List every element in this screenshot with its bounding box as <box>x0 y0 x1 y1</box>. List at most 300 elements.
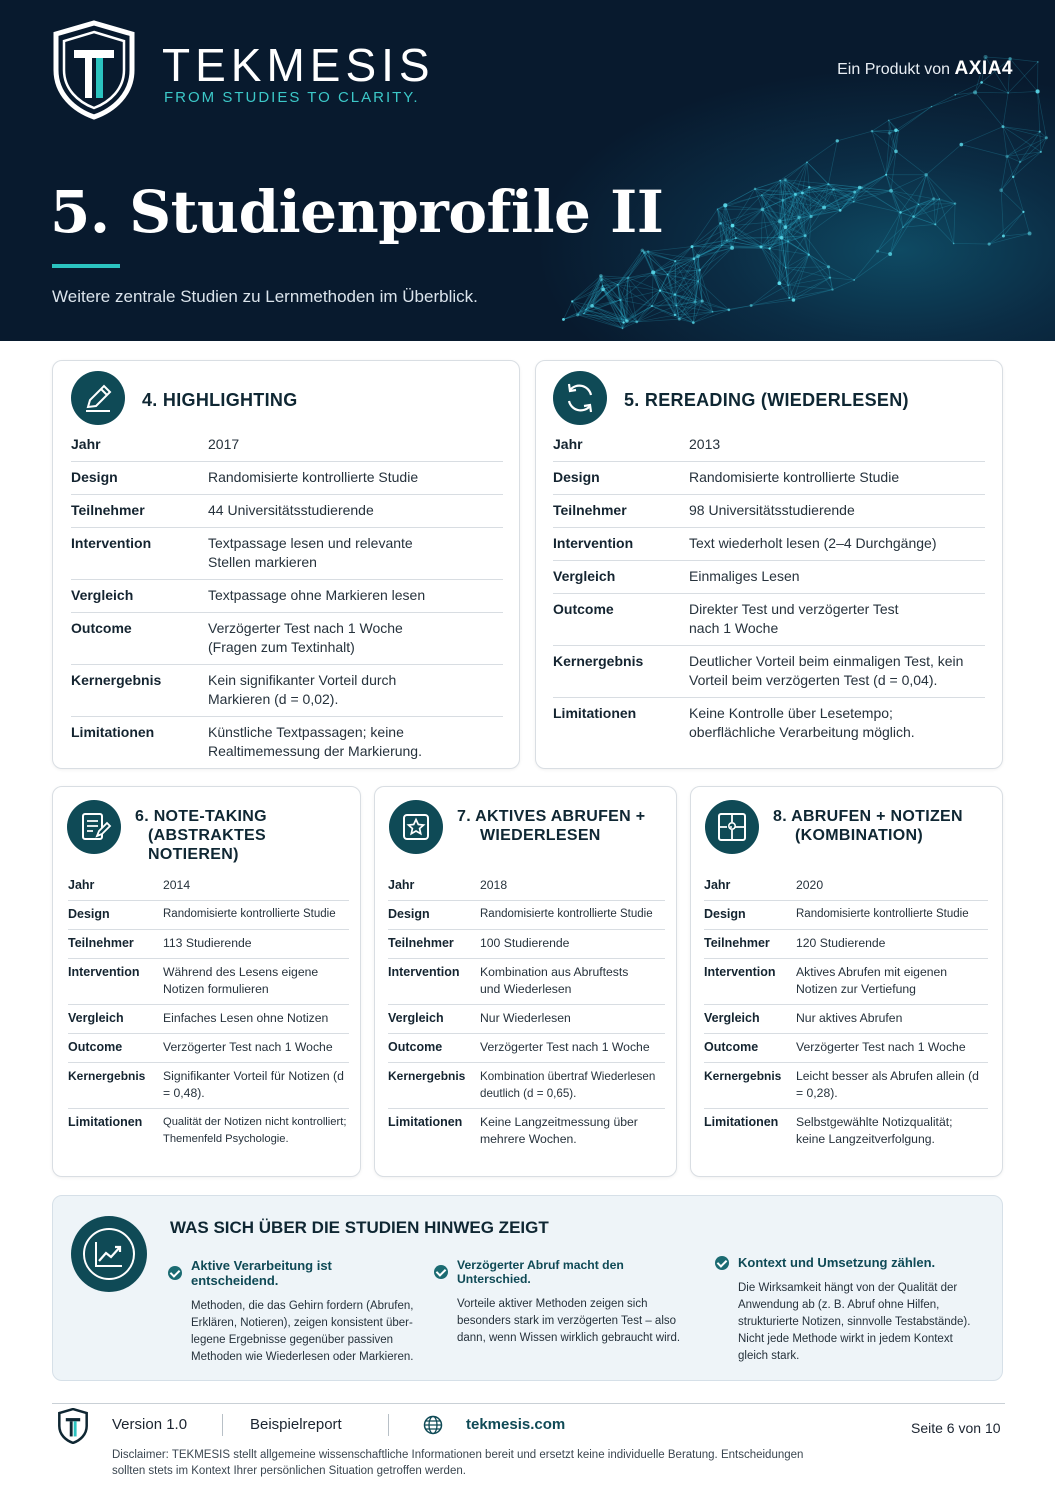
table-row <box>553 698 985 749</box>
card-title <box>135 807 360 865</box>
row-value: Nur Wiederlesen <box>480 1011 571 1025</box>
row-value: Selbstgewählte Notizqualität; keine Langzeitverfolgung. <box>796 1115 953 1146</box>
row-value: Nur aktives Abrufen <box>796 1011 903 1025</box>
table-row <box>704 901 988 930</box>
network-dot <box>712 311 713 312</box>
card-title-line-2: (ABSTRAKTES NOTIEREN) <box>148 827 266 864</box>
network-dot <box>696 254 700 258</box>
network-line <box>891 191 903 227</box>
row-label: Kernergebnis <box>71 672 162 688</box>
row-value: Text wiederholt lesen (2–4 Durchgänge) <box>689 535 937 551</box>
row-value: 120 Studierende <box>796 936 886 950</box>
page-header <box>0 0 1055 341</box>
network-line <box>1003 212 1023 236</box>
network-dot <box>792 298 796 302</box>
row-label: Teilnehmer <box>704 936 770 950</box>
network-line <box>854 202 901 213</box>
table-row <box>71 495 503 528</box>
network-dot <box>590 304 594 308</box>
network-dot <box>779 180 780 181</box>
refresh-icon <box>553 371 607 425</box>
network-dot <box>1005 155 1008 158</box>
network-dot <box>888 131 891 134</box>
network-line <box>975 92 1003 126</box>
study-card-rereading <box>535 360 1003 769</box>
network-dot <box>583 313 585 315</box>
row-label: Outcome <box>71 620 132 636</box>
network-dot <box>723 203 727 207</box>
network-line <box>807 141 837 162</box>
network-dot <box>899 211 902 214</box>
card-title-line-1: 7. AKTIVES ABRUFEN + <box>457 808 646 825</box>
page-subtitle: Weitere zentrale Studien zu Lernmethoden im Überblick. <box>52 287 478 306</box>
network-dot <box>888 119 890 121</box>
network-line <box>1001 162 1020 190</box>
notes-icon <box>67 800 121 854</box>
network-dot <box>1037 61 1039 63</box>
row-value: Kombination übertraf Wiederlesen deutlich (d = 0,65). <box>480 1070 656 1100</box>
table-row <box>68 1034 349 1063</box>
network-dot <box>953 243 955 245</box>
table-row <box>68 872 349 901</box>
network-dot <box>761 208 765 212</box>
network-dot <box>788 297 790 299</box>
row-value: Textpassage ohne Markieren lesen <box>208 587 426 603</box>
network-line <box>837 131 872 141</box>
network-dot <box>717 208 718 209</box>
summary-point-text: Die Wirksamkeit hängt von der Qualität der Anwendung ab (z. B. Abruf ohne Hilfen, strukturierte Notizen, sinnvolle Testabstände). Nicht jede Methode wirkt in jedem Kontext gleich stark. <box>738 1282 971 1362</box>
network-dot <box>697 280 699 282</box>
row-label: Kernergebnis <box>388 1069 466 1083</box>
network-dot <box>787 240 789 242</box>
network-dot <box>932 197 935 200</box>
row-label: Limitationen <box>388 1115 463 1129</box>
footer-website-link[interactable]: tekmesis.com <box>466 1416 566 1433</box>
row-label: Limitationen <box>553 705 637 721</box>
row-label: Design <box>71 469 118 485</box>
row-label: Outcome <box>388 1040 443 1054</box>
network-dot <box>836 139 839 142</box>
network-dot <box>600 277 604 281</box>
network-dot <box>617 284 619 286</box>
producer-name: AXIA4 <box>954 58 1013 79</box>
network-dot <box>678 318 681 321</box>
network-line <box>828 141 837 184</box>
table-row <box>388 1109 665 1154</box>
network-line <box>692 209 717 246</box>
table-row <box>71 717 503 768</box>
row-value: Direkter Test und verzögerter Test nach 1 Woche <box>689 601 899 636</box>
network-dot <box>783 225 787 229</box>
row-label: Kernergebnis <box>68 1069 146 1083</box>
row-value: Verzögerter Test nach 1 Woche <box>796 1040 966 1054</box>
network-line <box>733 226 762 247</box>
network-dot <box>832 188 835 191</box>
network-line <box>975 92 1008 93</box>
tekmesis-shield-logo-small <box>57 1408 89 1444</box>
table-row <box>68 1109 349 1154</box>
table-row <box>553 462 985 495</box>
network-line <box>954 243 990 244</box>
network-dot <box>701 300 704 303</box>
network-dot <box>827 183 829 185</box>
network-dot <box>898 130 899 131</box>
network-line <box>698 281 713 312</box>
card-title-line-2: WIEDERLESEN <box>480 827 601 845</box>
network-line <box>932 95 956 107</box>
network-dot <box>973 90 977 94</box>
network-line <box>1003 93 1008 127</box>
network-line <box>890 227 903 254</box>
table-row <box>704 1109 988 1154</box>
table-row <box>71 665 503 717</box>
summary-point-text: Methoden, die das Gehirn fordern (Abrufen, Erklären, Notieren), zeigen konsistent über-legene Ergebnisse gegenüber passiven Methoden wie Wiederlesen oder Markieren. <box>191 1300 414 1363</box>
row-value: Deutlicher Vorteil beim einmaligen Test, kein Vorteil beim verzögerten Test (d = 0,04). <box>689 653 964 688</box>
network-dot <box>794 193 797 196</box>
row-label: Design <box>68 907 110 921</box>
row-value: Leicht besser als Abrufen allein (d = 0,28). <box>796 1069 979 1100</box>
network-dot <box>839 209 842 212</box>
row-value: Randomisierte kontrollierte Studie <box>796 908 969 920</box>
network-line <box>692 223 720 246</box>
network-line <box>807 162 828 184</box>
network-dot <box>785 267 786 268</box>
network-line <box>698 281 729 310</box>
row-value: 2018 <box>480 878 508 892</box>
row-value: Keine Langzeitmessung über mehrere Wochen. <box>480 1115 638 1146</box>
table-row <box>68 959 349 1005</box>
summary-point-text: Vorteile aktiver Methoden zeigen sich besonders stark im verzögerten Test – also dann, wenn Wissen wirklich gebraucht wird. <box>457 1298 681 1344</box>
producer-credit <box>837 58 1013 80</box>
star-icon <box>389 800 443 854</box>
producer-prefix: Ein Produkt von <box>837 61 951 78</box>
brand-name: TEKMESIS <box>162 39 435 91</box>
network-line <box>725 189 755 205</box>
network-line <box>1003 127 1040 132</box>
table-row <box>553 646 985 698</box>
network-dot <box>1007 92 1009 94</box>
row-value: 98 Universitätsstudierende <box>689 502 855 518</box>
network-line <box>628 250 642 277</box>
page-title: 5. Studienprofile II <box>50 178 664 246</box>
row-label: Limitationen <box>68 1115 143 1129</box>
network-dot <box>691 245 694 248</box>
network-line <box>918 204 955 205</box>
table-row <box>388 1063 665 1109</box>
network-line <box>872 131 886 175</box>
study-card-retrieval-rereading <box>374 786 677 1177</box>
card-title <box>457 807 645 845</box>
network-line <box>872 120 889 131</box>
network-dot <box>1019 161 1021 163</box>
network-dot <box>1012 176 1014 178</box>
network-dot <box>768 247 770 249</box>
network-dot <box>676 305 678 307</box>
network-dot <box>619 299 621 301</box>
network-line <box>1013 162 1020 177</box>
table-row <box>388 1005 665 1034</box>
row-value: Randomisierte kontrollierte Studie <box>480 908 653 920</box>
network-dot <box>651 305 653 307</box>
network-dot <box>912 215 915 218</box>
row-label: Jahr <box>553 436 583 452</box>
row-label: Limitationen <box>71 724 155 740</box>
row-label: Intervention <box>68 965 140 979</box>
network-line <box>1001 190 1003 236</box>
card-title: 5. REREADING (WIEDERLESEN) <box>624 390 909 410</box>
network-line <box>751 285 788 305</box>
globe-icon <box>423 1415 443 1435</box>
row-label: Jahr <box>68 878 95 892</box>
row-label: Vergleich <box>71 587 134 603</box>
network-dot <box>934 223 936 225</box>
summary-point-heading: Aktive Verarbeitung ist entscheidend. <box>191 1258 332 1288</box>
row-label: Vergleich <box>704 1011 760 1025</box>
summary-point <box>168 1258 418 1366</box>
network-dot <box>778 219 782 223</box>
network-line <box>725 195 761 205</box>
table-row <box>553 594 985 646</box>
card-title-line-1: 8. ABRUFEN + NOTIZEN <box>773 808 963 825</box>
table-row <box>704 930 988 959</box>
row-label: Jahr <box>388 878 415 892</box>
network-dot <box>674 314 676 316</box>
table-row <box>704 1063 988 1109</box>
row-value: 44 Universitätsstudierende <box>208 502 374 518</box>
network-line <box>878 212 901 251</box>
network-line <box>890 212 900 254</box>
row-label: Design <box>553 469 600 485</box>
network-dot <box>659 290 661 292</box>
footer-divider <box>52 1403 1005 1404</box>
network-dot <box>761 194 762 195</box>
table-row <box>388 872 665 901</box>
network-dot <box>959 143 963 147</box>
network-line <box>1040 132 1041 152</box>
network-dot <box>754 188 756 190</box>
network-dot <box>853 191 856 194</box>
network-dot <box>627 276 630 279</box>
row-label: Design <box>704 907 746 921</box>
network-dot <box>954 202 956 204</box>
card-title-line-2: (KOMBINATION) <box>795 827 924 845</box>
table-row <box>704 959 988 1005</box>
network-dot <box>651 270 655 274</box>
table-row <box>704 1005 988 1034</box>
summary-point <box>434 1258 699 1347</box>
network-dot <box>674 260 676 262</box>
row-value: Künstliche Textpassagen; keine Realtimemessung der Markierung. <box>208 724 422 759</box>
network-line <box>918 175 926 205</box>
network-dot <box>641 249 645 253</box>
card-title: 4. HIGHLIGHTING <box>142 390 298 410</box>
table-row <box>71 580 503 613</box>
row-value: Signifikanter Vorteil für Notizen (d = 0,48). <box>163 1069 344 1100</box>
row-value: Während des Lesens eigene Notizen formulieren <box>163 965 319 996</box>
row-value: 2017 <box>208 436 240 452</box>
network-dot <box>698 269 701 272</box>
table-row <box>68 901 349 930</box>
network-line <box>896 151 926 174</box>
network-dot <box>693 257 696 260</box>
network-dot <box>918 204 919 205</box>
network-dot <box>625 319 627 321</box>
network-dot <box>601 288 605 292</box>
title-accent-rule <box>52 264 120 268</box>
row-label: Teilnehmer <box>388 936 454 950</box>
row-value: Einfaches Lesen ohne Notizen <box>163 1011 329 1025</box>
network-line <box>982 82 1009 93</box>
row-label: Jahr <box>704 878 731 892</box>
network-dot <box>885 174 887 176</box>
network-dot <box>988 242 991 245</box>
summary-point <box>715 1255 980 1365</box>
trend-chart-icon <box>71 1216 147 1292</box>
card-title <box>773 807 963 845</box>
network-dot <box>853 279 855 281</box>
network-line <box>761 247 779 283</box>
network-line <box>793 255 808 300</box>
network-dot <box>787 284 789 286</box>
pencil-icon <box>71 371 125 425</box>
network-line <box>926 145 961 175</box>
table-row <box>704 872 988 901</box>
table-row <box>71 613 503 665</box>
row-label: Outcome <box>553 601 614 617</box>
footer-disclaimer: Disclaimer: TEKMESIS stellt allgemeine wissenschaftliche Informationen bereit und ersetzt keine individuelle Beratung. Entscheidungen sollten stets im Kontext Ihrer persönlichen Situation getroffen werden. <box>112 1449 804 1477</box>
row-value: Randomisierte kontrollierte Studie <box>689 469 900 485</box>
network-dot <box>1002 235 1005 238</box>
row-label: Jahr <box>71 436 101 452</box>
network-dot <box>980 81 983 84</box>
footer-separator <box>388 1414 389 1436</box>
network-dot <box>585 309 587 311</box>
row-label: Intervention <box>71 535 152 551</box>
network-line <box>733 189 756 226</box>
network-dot <box>576 313 579 316</box>
network-dot <box>562 318 565 321</box>
table-row <box>553 561 985 594</box>
network-dot <box>1045 136 1048 139</box>
network-dot <box>797 216 800 219</box>
network-dot <box>954 94 956 96</box>
table-row <box>553 495 985 528</box>
network-dot <box>635 321 638 324</box>
table-row <box>388 959 665 1005</box>
row-label: Kernergebnis <box>704 1069 782 1083</box>
network-dot <box>599 274 603 278</box>
row-label: Intervention <box>388 965 460 979</box>
table-row <box>388 930 665 959</box>
network-line <box>700 248 732 270</box>
network-dot <box>804 234 807 237</box>
network-dot <box>647 250 650 253</box>
network-dot <box>876 250 879 253</box>
row-value: Randomisierte kontrollierte Studie <box>163 908 336 920</box>
study-card-retrieval-notes <box>690 786 1003 1177</box>
network-dot <box>730 246 734 250</box>
network-dot <box>667 273 669 275</box>
network-dot <box>939 198 940 199</box>
network-line <box>793 290 832 300</box>
network-dot <box>778 236 780 238</box>
network-dot <box>781 199 784 202</box>
network-dot <box>780 236 784 240</box>
network-dot <box>1022 211 1024 213</box>
network-dot <box>822 205 826 209</box>
table-row <box>71 462 503 495</box>
network-dot <box>852 197 854 199</box>
summary-title: WAS SICH ÜBER DIE STUDIEN HINWEG ZEIGT <box>170 1218 549 1237</box>
network-dot <box>1036 89 1040 93</box>
check-circle-icon <box>168 1266 182 1280</box>
network-dot <box>829 277 831 279</box>
row-label: Vergleich <box>553 568 616 584</box>
network-line <box>961 127 1003 145</box>
network-dot <box>999 188 1003 192</box>
row-value: Kein signifikanter Vorteil durch Markieren (d = 0,02). <box>208 672 397 707</box>
network-dot <box>888 252 892 256</box>
brand-tagline: FROM STUDIES TO CLARITY. <box>164 89 420 106</box>
network-line <box>833 280 855 290</box>
network-line <box>807 162 809 187</box>
network-line <box>755 180 780 188</box>
network-line <box>961 145 1007 157</box>
network-dot <box>931 106 932 107</box>
network-line <box>1023 212 1029 234</box>
table-row <box>553 528 985 561</box>
study-table <box>71 429 503 768</box>
puzzle-icon <box>705 800 759 854</box>
table-row <box>68 930 349 959</box>
network-dot <box>871 130 874 133</box>
network-line <box>939 199 953 243</box>
network-dot <box>750 304 753 307</box>
study-card-highlighting <box>52 360 520 769</box>
network-dot <box>622 321 624 323</box>
row-value: Verzögerter Test nach 1 Woche <box>163 1040 333 1054</box>
network-dot <box>1028 232 1032 236</box>
row-value: 100 Studierende <box>480 936 570 950</box>
network-dot <box>735 237 737 239</box>
row-value: Kombination aus Abruftests und Wiederlesen <box>480 965 629 996</box>
table-row <box>553 429 985 462</box>
study-table <box>704 872 988 1154</box>
network-dot <box>894 128 898 132</box>
network-dot <box>694 300 697 303</box>
row-label: Teilnehmer <box>71 502 145 518</box>
row-label: Outcome <box>68 1040 123 1054</box>
network-dot <box>827 265 830 268</box>
network-dot <box>894 149 898 153</box>
table-row <box>68 1005 349 1034</box>
network-dot <box>674 293 676 295</box>
row-value: Verzögerter Test nach 1 Woche <box>480 1040 650 1054</box>
network-line <box>1008 91 1037 92</box>
study-table <box>388 872 665 1154</box>
row-label: Design <box>388 907 430 921</box>
table-row <box>71 429 503 462</box>
row-label: Intervention <box>553 535 634 551</box>
check-circle-icon <box>715 1256 729 1270</box>
network-dot <box>731 224 735 228</box>
study-card-note-taking <box>52 786 361 1177</box>
tekmesis-shield-logo <box>52 20 136 120</box>
study-table <box>553 429 985 749</box>
network-dot <box>801 191 804 194</box>
row-value: Verzögerter Test nach 1 Woche (Fragen zum Textinhalt) <box>208 620 403 655</box>
network-dot <box>924 173 928 177</box>
